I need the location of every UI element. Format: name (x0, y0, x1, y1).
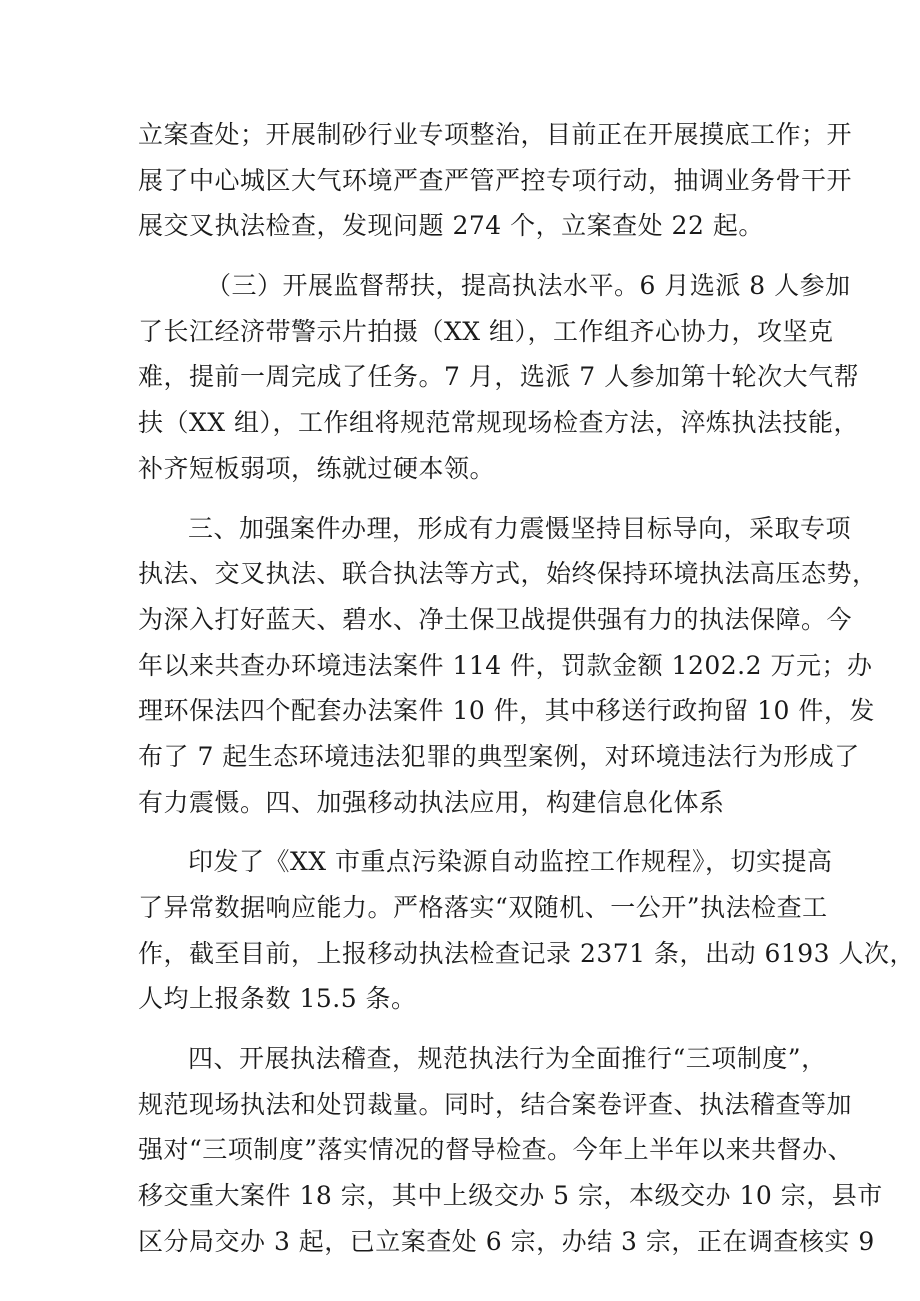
text-line: 三、加强案件办理，形成有力震慑坚持目标导向，采取专项 (188, 513, 852, 543)
text-line: 展了中心城区大气环境严查严管严控专项行动，抽调业务骨干开 (138, 165, 853, 195)
text-line: （三）开展监督帮扶，提高执法水平。6 月选派 8 人参加 (206, 271, 851, 301)
paragraph-3 (138, 506, 878, 826)
paragraph-4 (138, 839, 916, 1022)
document-body (138, 112, 916, 1265)
text-line: 立案查处；开展制砂行业专项整治，目前正在开展摸底工作；开 (138, 120, 853, 149)
paragraph-2 (138, 263, 860, 491)
text-line: 有力震慑。四、加强移动执法应用，构建信息化体系 (138, 787, 725, 817)
text-line: 移交重大案件 18 宗，其中上级交办 5 宗，本级交办 10 宗，县市 (138, 1181, 883, 1211)
text-line: 执法、交叉执法、联合执法等方式，始终保持环境执法高压态势， (138, 559, 878, 589)
text-line: 区分局交办 3 起，已立案查处 6 宗，办结 3 宗，正在调查核实 9 (138, 1226, 875, 1256)
text-line: 规范现场执法和处罚裁量。同时，结合案卷评查、执法稽查等加 (138, 1089, 853, 1119)
text-line: 作，截至目前，上报移动执法检查记录 2371 条，出动 6193 人次， (138, 938, 916, 968)
text-line: 了异常数据响应能力。严格落实“双随机、一公开”执法检查工 (138, 893, 828, 922)
paragraph-1 (138, 112, 853, 249)
text-line: 理环保法四个配套办法案件 10 件，其中移送行政拘留 10 件，发 (138, 696, 875, 726)
text-line: 展交叉执法检查，发现问题 274 个，立案查处 22 起。 (138, 211, 764, 241)
text-line: 难，提前一周完成了任务。7 月，选派 7 人参加第十轮次大气帮 (138, 362, 860, 392)
text-line: 四、开展执法稽查，规范执法行为全面推行“三项制度”， (188, 1044, 827, 1074)
text-line: 布了 7 起生态环境违法犯罪的典型案例，对环境违法行为形成了 (138, 741, 860, 771)
text-line: 为深入打好蓝天、碧水、净土保卫战提供强有力的执法保障。今 (138, 604, 853, 634)
text-line: 年以来共查办环境违法案件 114 件，罚款金额 1202.2 万元；办 (138, 650, 873, 680)
text-line: 补齐短板弱项，练就过硬本领。 (138, 453, 496, 483)
paragraph-5 (138, 1036, 883, 1264)
text-line: 人均上报条数 15.5 条。 (138, 984, 417, 1014)
text-line: 扶（XX 组），工作组将规范常规现场检查方法，淬炼执法技能， (138, 408, 860, 438)
text-line: 了长江经济带警示片拍摄（XX 组），工作组齐心协力，攻坚克 (138, 316, 834, 346)
text-line: 强对“三项制度”落实情况的督导检查。今年上半年以来共督办、 (138, 1135, 854, 1165)
text-line: 印发了《XX 市重点污染源自动监控工作规程》，切实提高 (188, 847, 833, 877)
